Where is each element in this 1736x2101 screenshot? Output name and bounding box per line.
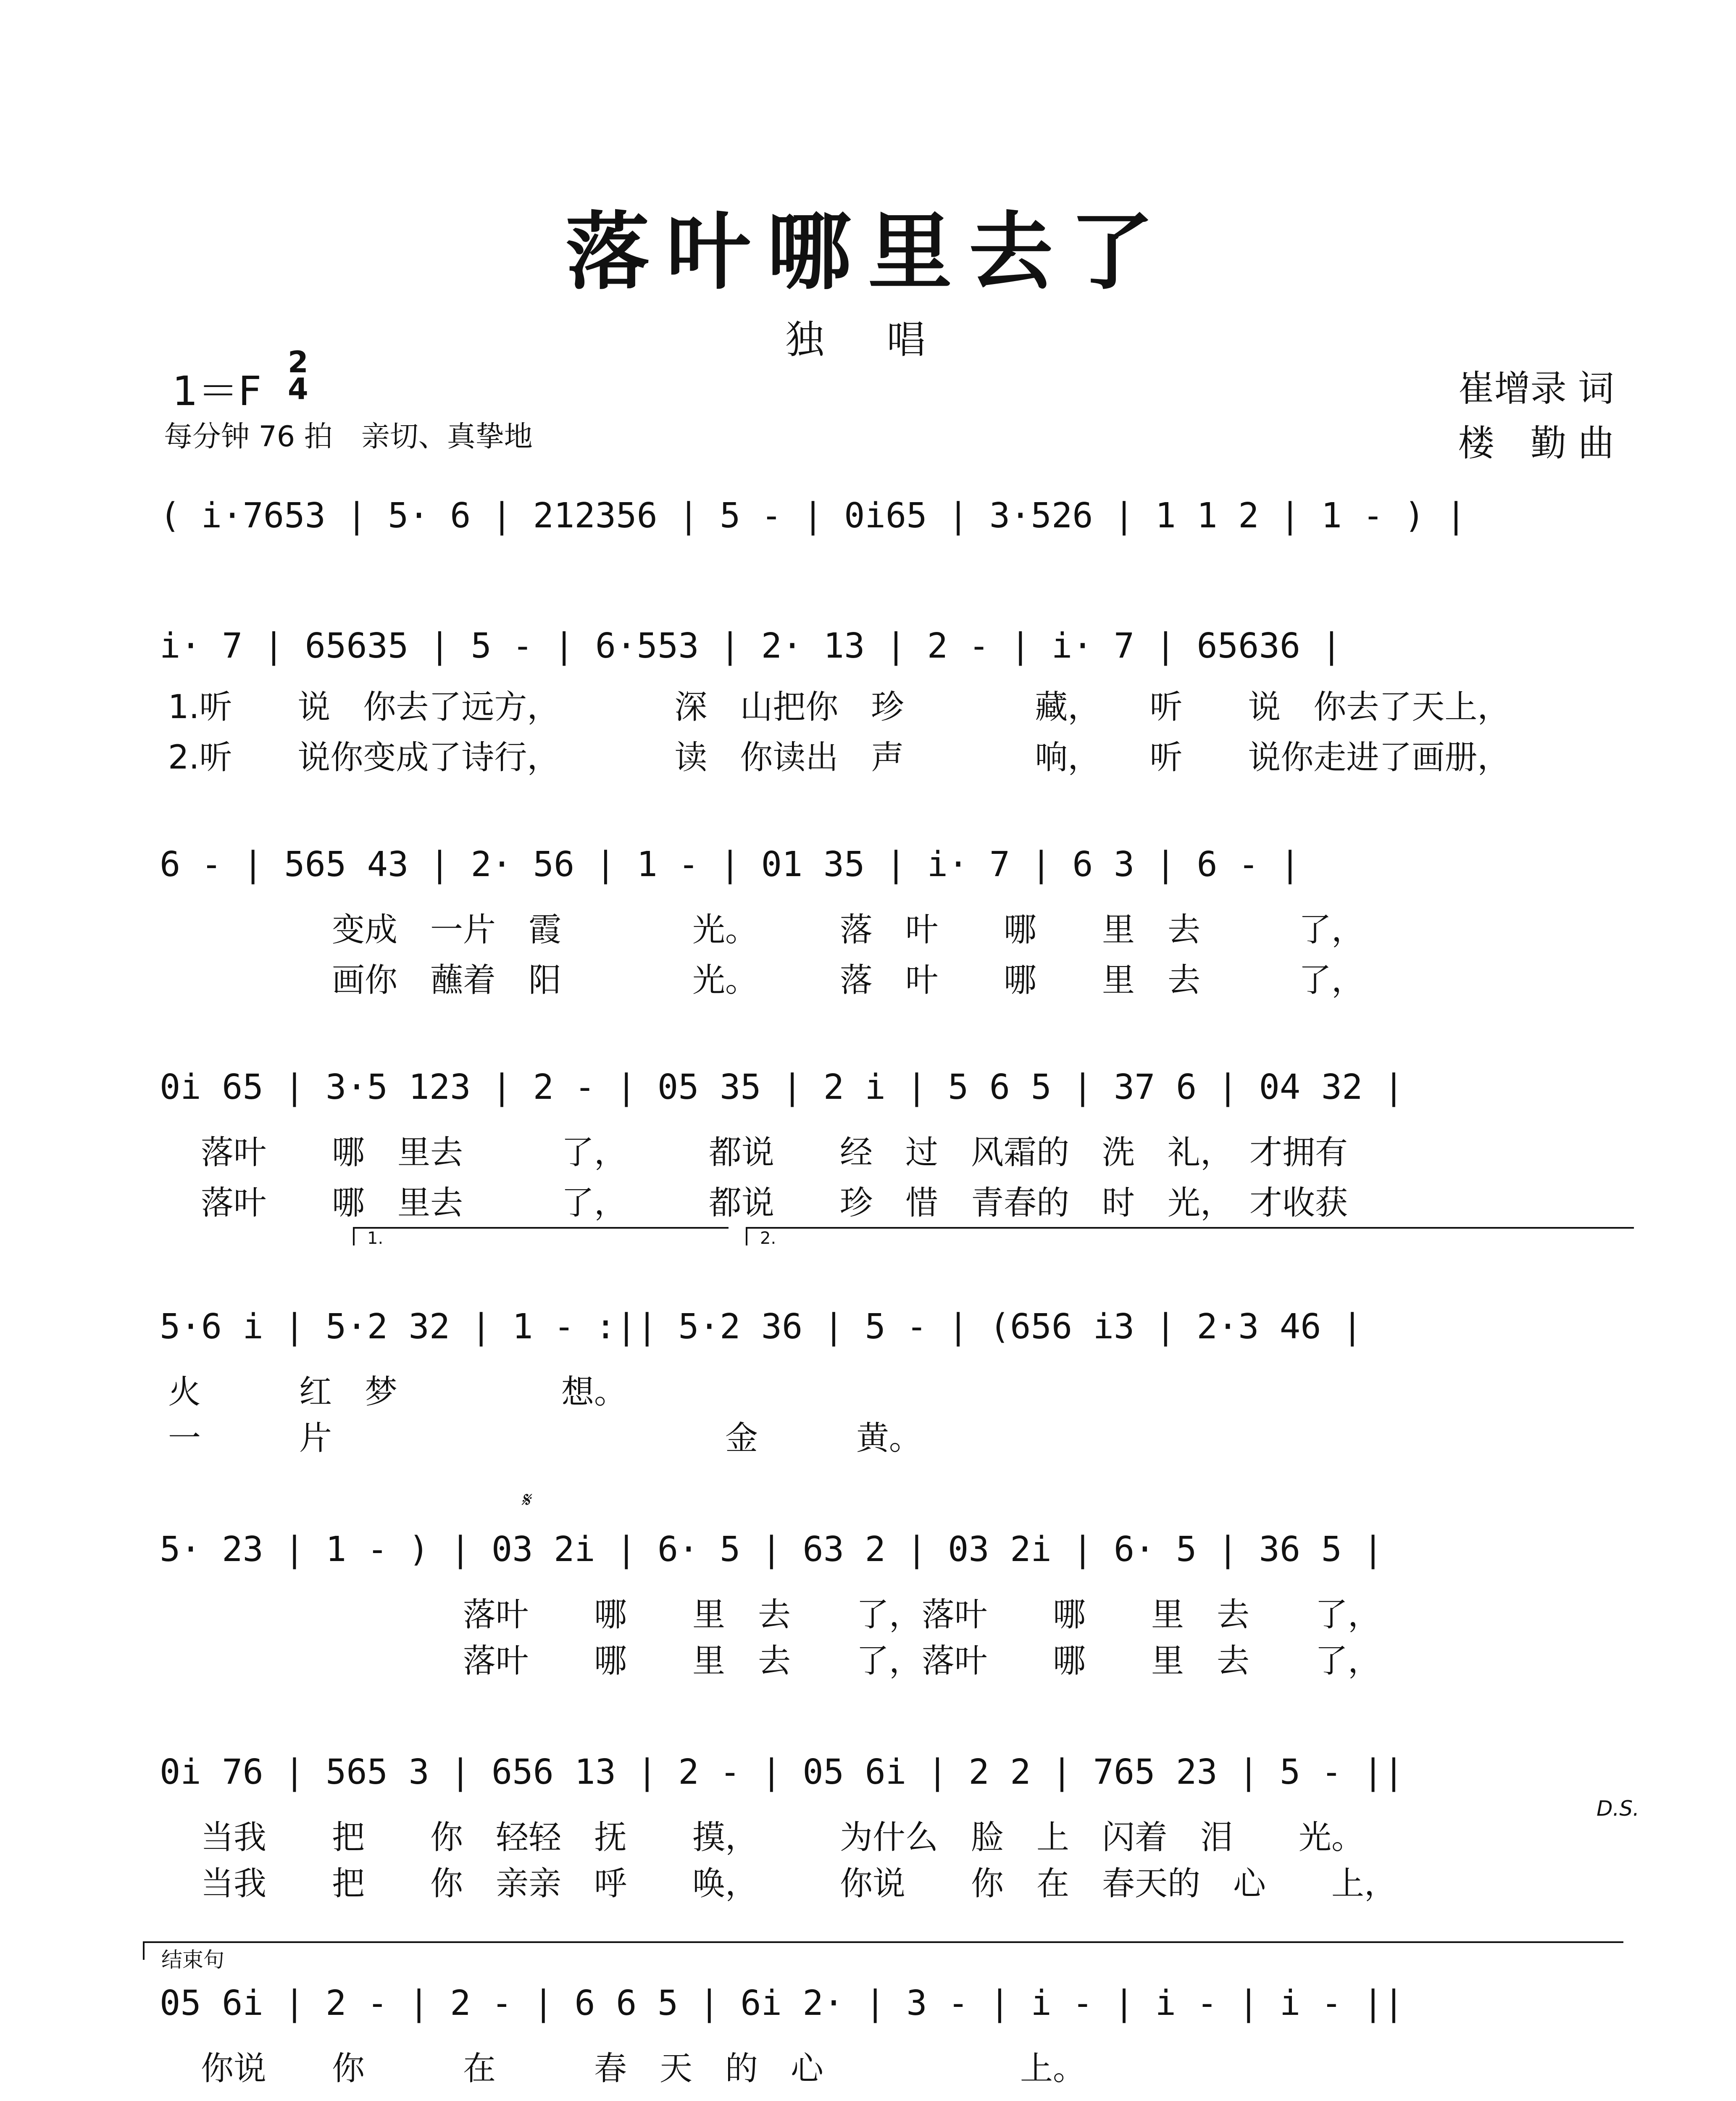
- time-signature-bottom: 4: [288, 372, 308, 406]
- score-line-5-notes: 5·6 i | 5·2 32 | 1 - :|| 5·2 36 | 5 - | (656 i3 | 2·3 46 |: [160, 1307, 1363, 1347]
- key-signature: 1＝F: [172, 368, 262, 415]
- score-line-6-lyrics-1: 落叶 哪 里 去 了，落叶 哪 里 去 了，: [168, 1596, 1381, 1634]
- score-line-3-notes: 6 - | 565 43 | 2· 56 | 1 - | 01 35 | i· 7 | 6 3 | 6 - |: [160, 845, 1301, 885]
- score-line-2-lyrics-1: 1.听 说 你去了远方， 深 山把你 珍 藏， 听 说 你去了天上，: [168, 688, 1510, 726]
- score-line-4-notes: 0i 65 | 3·5 123 | 2 - | 05 35 | 2 i | 5 6 5 | 37 6 | 04 32 |: [160, 1067, 1405, 1107]
- tempo-marking: 每分钟 76 拍 亲切、真挚地: [164, 420, 533, 453]
- segno-mark: 𝄋: [521, 1488, 530, 1512]
- score-line-4-lyrics-2: 落叶 哪 里去 了， 都说 珍 惜 青春的 时 光， 才收获: [168, 1184, 1348, 1222]
- score-line-8-lyrics-1: 你说 你 在 春 天 的 心 上。: [168, 2050, 1086, 2088]
- volta-1: 1.: [353, 1227, 729, 1245]
- subtitle: 独 唱: [785, 317, 951, 362]
- score-line-7-notes: 0i 76 | 565 3 | 656 13 | 2 - | 05 6i | 2 2 | 765 23 | 5 - ||: [160, 1752, 1405, 1792]
- score-line-3-lyrics-2: 画你 蘸着 阳 光。 落 叶 哪 里 去 了，: [168, 961, 1365, 999]
- score-line-6-lyrics-2: 落叶 哪 里 去 了，落叶 哪 里 去 了，: [168, 1642, 1381, 1680]
- time-signature-top: 2: [288, 345, 308, 379]
- score-line-1-notes: ( i·7653 | 5· 6 | 212356 | 5 - | 0i65 | 3·526 | 1 1 2 | 1 - ) |: [160, 496, 1467, 536]
- score-line-7-lyrics-2: 当我 把 你 亲亲 呼 唤， 你说 你 在 春天的 心 上，: [168, 1865, 1397, 1903]
- score-line-4-lyrics-1: 落叶 哪 里去 了， 都说 经 过 风霜的 洗 礼， 才拥有: [168, 1134, 1348, 1172]
- composer-credit: 楼 勤 曲: [1458, 422, 1614, 464]
- time-signature: [288, 345, 308, 406]
- score-line-5-lyrics-1: 火 红 梦 想。: [168, 1373, 627, 1411]
- ds-mark: D.S.: [1597, 1796, 1640, 1821]
- score-line-7-lyrics-1: 当我 把 你 轻轻 抚 摸， 为什么 脸 上 闪着 泪 光。: [168, 1819, 1365, 1856]
- page-title: 落叶哪里去了: [565, 203, 1170, 301]
- score-line-2-notes: i· 7 | 65635 | 5 - | 6·553 | 2· 13 | 2 - | i· 7 | 65636 |: [160, 626, 1342, 666]
- score-line-5-lyrics-2: 一 片 金 黄。: [168, 1419, 922, 1457]
- ending-label: 结束句: [143, 1941, 1623, 1960]
- volta-2: 2.: [746, 1227, 1634, 1245]
- score-line-8-notes: 05 6i | 2 - | 2 - | 6 6 5 | 6i 2· | 3 - | i - | i - | i - ||: [160, 1983, 1405, 2023]
- score-line-6-notes: 5· 23 | 1 - ) | 03 2i | 6· 5 | 63 2 | 03 2i | 6· 5 | 36 5 |: [160, 1530, 1384, 1569]
- score-line-2-lyrics-2: 2.听 说你变成了诗行， 读 你读出 声 响， 听 说你走进了画册，: [168, 739, 1510, 777]
- lyricist-credit: 崔增录 词: [1458, 368, 1614, 410]
- score-line-3-lyrics-1: 变成 一片 霞 光。 落 叶 哪 里 去 了，: [168, 911, 1365, 949]
